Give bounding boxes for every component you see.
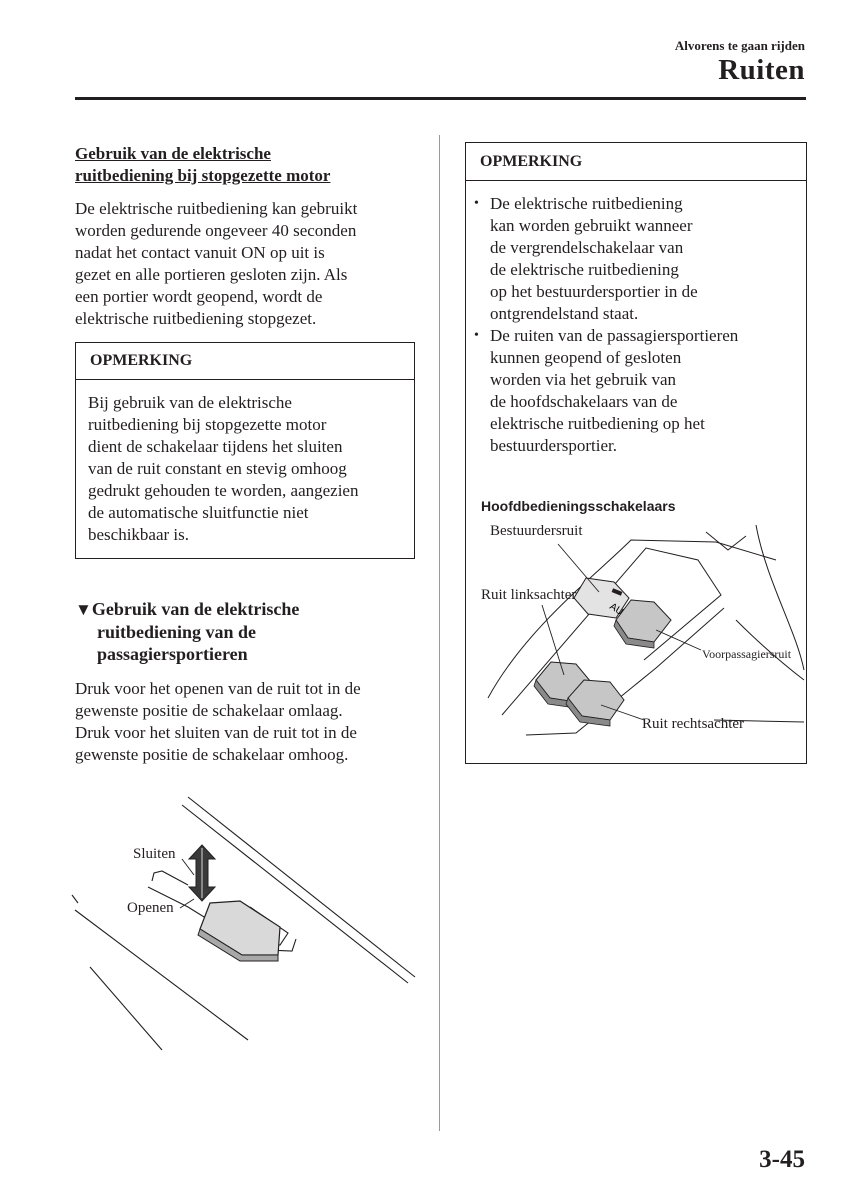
text-line: elektrische ruitbediening stopgezet. — [75, 309, 317, 328]
label-left-rear-window: Ruit linksachter — [481, 587, 577, 603]
label-driver-window: Bestuurdersruit — [490, 523, 583, 539]
text-line: een portier wordt geopend, wordt de — [75, 287, 323, 306]
text-line: gedrukt gehouden te worden, aangezien — [88, 481, 359, 500]
text-line: de hoofdschakelaars van de — [490, 392, 678, 411]
text-line: dient de schakelaar tijdens het sluiten — [88, 437, 343, 456]
note-heading: OPMERKING — [466, 143, 806, 181]
subheading-line-2: ruitbediening bij stopgezette motor — [75, 166, 331, 185]
page-title: Ruiten — [718, 54, 805, 86]
text-line: de automatische sluitfunctie niet — [88, 503, 309, 522]
text-line: kunnen geopend of gesloten — [490, 348, 682, 367]
text-line: de vergrendelschakelaar van — [490, 238, 684, 257]
section-heading-line-3: passagiersportieren — [97, 644, 248, 664]
header-rule — [75, 97, 806, 100]
text-line: worden gedurende ongeveer 40 seconden — [75, 221, 357, 240]
label-front-passenger-window: Voorpassagiersruit — [702, 647, 792, 661]
text-line: Druk voor het sluiten van de ruit tot in de — [75, 723, 357, 742]
text-line: worden via het gebruik van — [490, 370, 676, 389]
note-heading: OPMERKING — [76, 343, 414, 380]
text-line: De elektrische ruitbediening kan gebruikt — [75, 199, 358, 218]
text-line: gewenste positie de schakelaar omhoog. — [75, 745, 349, 764]
triangle-marker-icon: ▼ — [75, 600, 92, 619]
column-divider — [439, 135, 440, 1131]
text-line: bestuurdersportier. — [490, 436, 617, 455]
text-line: gewenste positie de schakelaar omlaag. — [75, 701, 343, 720]
text-line: • De elektrische ruitbediening — [490, 194, 683, 213]
note-box-left — [75, 342, 415, 559]
text-line: van de ruit constant en stevig omhoog — [88, 459, 347, 478]
body-paragraph — [75, 678, 361, 766]
label-open: Openen — [127, 900, 174, 916]
section-heading-line-2: ruitbediening van de — [97, 622, 257, 642]
chapter-title: Alvorens te gaan rijden — [674, 38, 805, 53]
label-close: Sluiten — [133, 846, 176, 862]
switch-button-shape — [198, 901, 280, 961]
section-heading — [75, 598, 299, 665]
window-switch-illustration — [70, 795, 420, 1055]
page-number: 3-45 — [759, 1146, 805, 1173]
text-line: beschikbaar is. — [88, 525, 190, 544]
subheading-line-1: Gebruik van de elektrische — [75, 144, 271, 163]
text-line: de elektrische ruitbediening — [490, 260, 679, 279]
note-bullet-list — [466, 193, 738, 457]
list-item — [466, 193, 738, 325]
note-body — [76, 380, 414, 546]
text-line: Druk voor het openen van de ruit tot in de — [75, 679, 361, 698]
text-line: elektrische ruitbediening op het — [490, 414, 705, 433]
figure-title: Hoofdbedieningsschakelaars — [481, 498, 676, 514]
text-line: nadat het contact vanuit ON op uit is — [75, 243, 325, 262]
intro-paragraph — [75, 198, 357, 330]
main-switches-illustration — [466, 520, 806, 763]
text-line: kan worden gebruikt wanneer — [490, 216, 693, 235]
text-line: ontgrendelstand staat. — [490, 304, 639, 323]
subheading — [75, 143, 330, 187]
text-line: op het bestuurdersportier in de — [490, 282, 698, 301]
label-right-rear-window: Ruit rechtsachter — [642, 716, 745, 732]
text-line: • De ruiten van de passagiersportieren — [490, 326, 739, 345]
text-line: Bij gebruik van de elektrische — [88, 393, 292, 412]
list-item — [466, 325, 738, 457]
section-heading-line-1: Gebruik van de elektrische — [91, 599, 300, 619]
text-line: ruitbediening bij stopgezette motor — [88, 415, 327, 434]
text-line: gezet en alle portieren gesloten zijn. Als — [75, 265, 348, 284]
